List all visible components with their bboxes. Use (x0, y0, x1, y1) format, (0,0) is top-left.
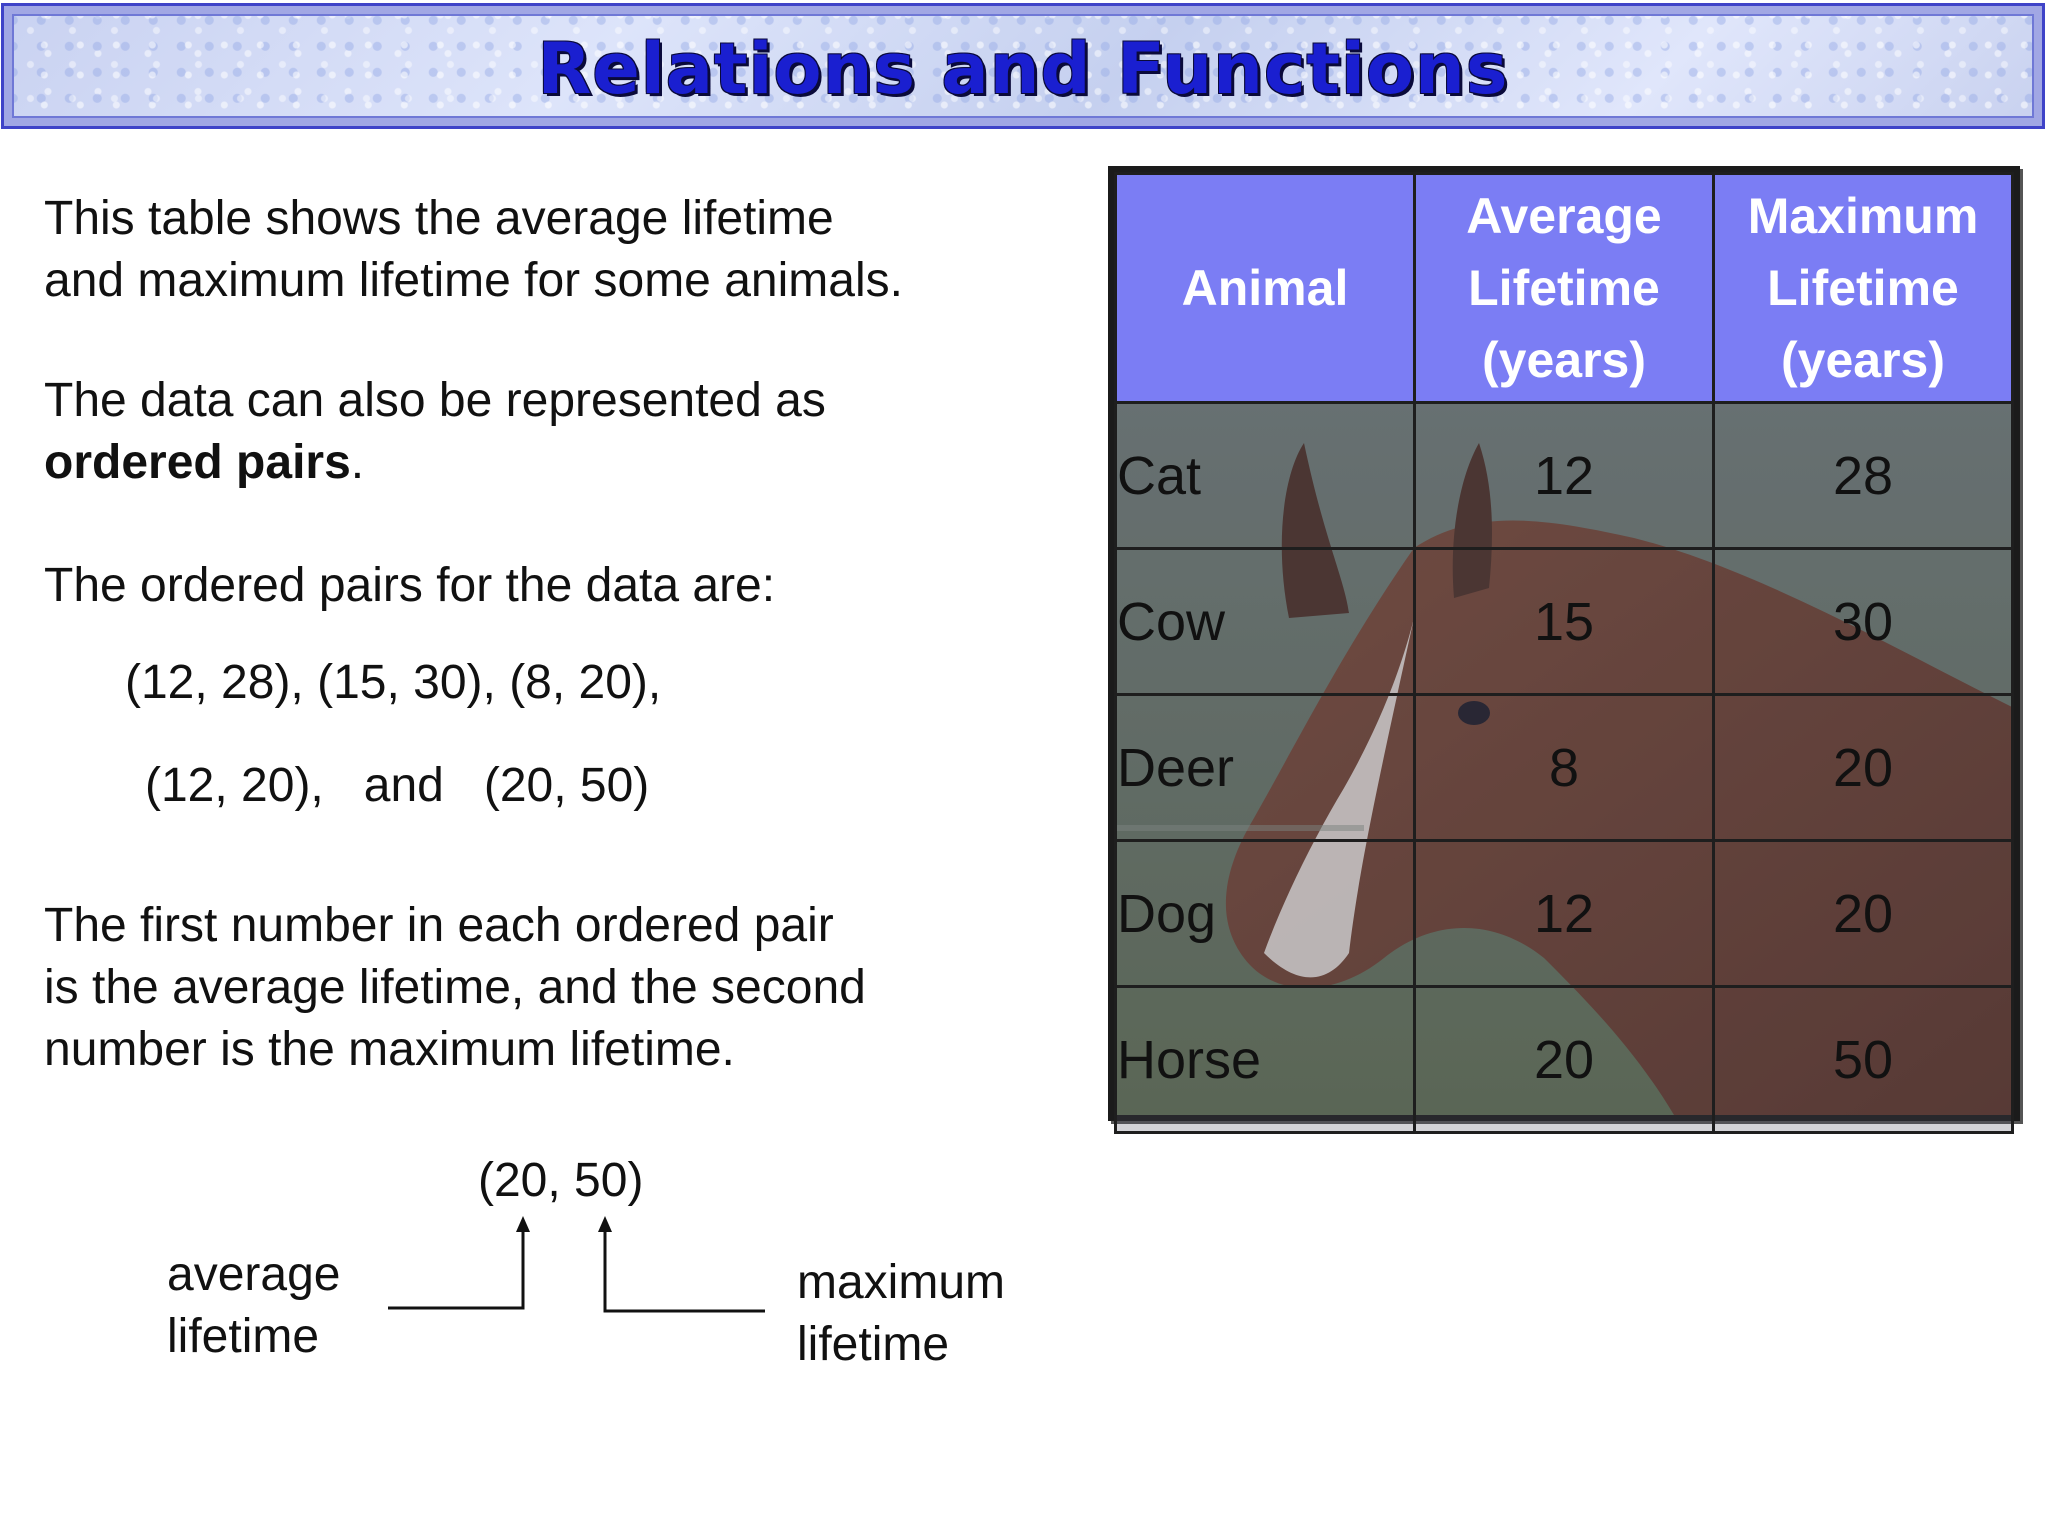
title-banner (1, 3, 2045, 129)
ordered-line-1: The data can also be represented as (44, 374, 826, 427)
header-maximum-line-3: (years) (1781, 332, 1945, 388)
maximum-cell: 20 (1714, 841, 2013, 987)
header-animal: Animal (1116, 174, 1415, 403)
header-average-line-2: Lifetime (1468, 260, 1660, 316)
maximum-cell: 20 (1714, 695, 2013, 841)
pairs-line-1: (12, 28), (15, 30), (8, 20), (125, 656, 662, 709)
lifetime-grid (1114, 172, 2014, 1134)
explanation-line-2: is the average lifetime, and the second (44, 961, 866, 1014)
header-average-line-1: Average (1466, 188, 1662, 244)
ordered-pairs-paragraph (44, 370, 826, 494)
average-arrow (388, 1228, 523, 1308)
header-average-lifetime (1415, 174, 1714, 403)
animal-cell: Cat (1116, 403, 1415, 549)
average-cell: 20 (1415, 987, 1714, 1133)
pairs-line-2: (12, 20), and (20, 50) (145, 759, 650, 812)
maximum-label-line-2: lifetime (797, 1318, 950, 1371)
maximum-cell: 30 (1714, 549, 2013, 695)
intro-line-1: This table shows the average lifetime (44, 192, 834, 245)
table-row (1116, 695, 2013, 841)
ordered-pair-diagram (160, 1150, 1060, 1390)
animal-cell: Dog (1116, 841, 1415, 987)
intro-line-2: and maximum lifetime for some animals. (44, 254, 903, 307)
table-row (1116, 987, 2013, 1133)
page-title: Relations and Functions (537, 28, 1509, 110)
average-cell: 12 (1415, 403, 1714, 549)
animal-cell: Deer (1116, 695, 1415, 841)
diagram-pair: (20, 50) (478, 1154, 644, 1207)
header-average-line-3: (years) (1482, 332, 1646, 388)
explanation-line-1: The first number in each ordered pair (44, 899, 834, 952)
header-maximum-line-1: Maximum (1747, 188, 1979, 244)
maximum-arrowhead (598, 1216, 612, 1232)
table-row (1116, 403, 2013, 549)
header-maximum-lifetime (1714, 174, 2013, 403)
header-maximum-line-2: Lifetime (1767, 260, 1959, 316)
average-cell: 12 (1415, 841, 1714, 987)
explanation-line-3: number is the maximum lifetime. (44, 1023, 735, 1076)
ordered-period: . (350, 436, 365, 489)
average-cell: 8 (1415, 695, 1714, 841)
animal-cell: Horse (1116, 987, 1415, 1133)
animal-cell: Cow (1116, 549, 1415, 695)
pairs-heading: The ordered pairs for the data are: (44, 559, 776, 612)
header-row (1116, 174, 2013, 403)
ordered-pairs-term: ordered pairs (44, 436, 351, 489)
average-label-line-1: average (167, 1248, 341, 1301)
maximum-label-line-1: maximum (797, 1256, 1006, 1309)
maximum-arrow (605, 1228, 765, 1311)
average-label-line-2: lifetime (167, 1310, 320, 1363)
explanation-paragraph (44, 895, 866, 1081)
intro-paragraph (44, 188, 903, 312)
diagram-arrows (160, 1150, 1060, 1390)
lifetime-table (1108, 166, 2020, 1121)
average-arrowhead (516, 1216, 530, 1232)
table-row (1116, 841, 2013, 987)
table-row (1116, 549, 2013, 695)
maximum-cell: 28 (1714, 403, 2013, 549)
maximum-cell: 50 (1714, 987, 2013, 1133)
average-cell: 15 (1415, 549, 1714, 695)
